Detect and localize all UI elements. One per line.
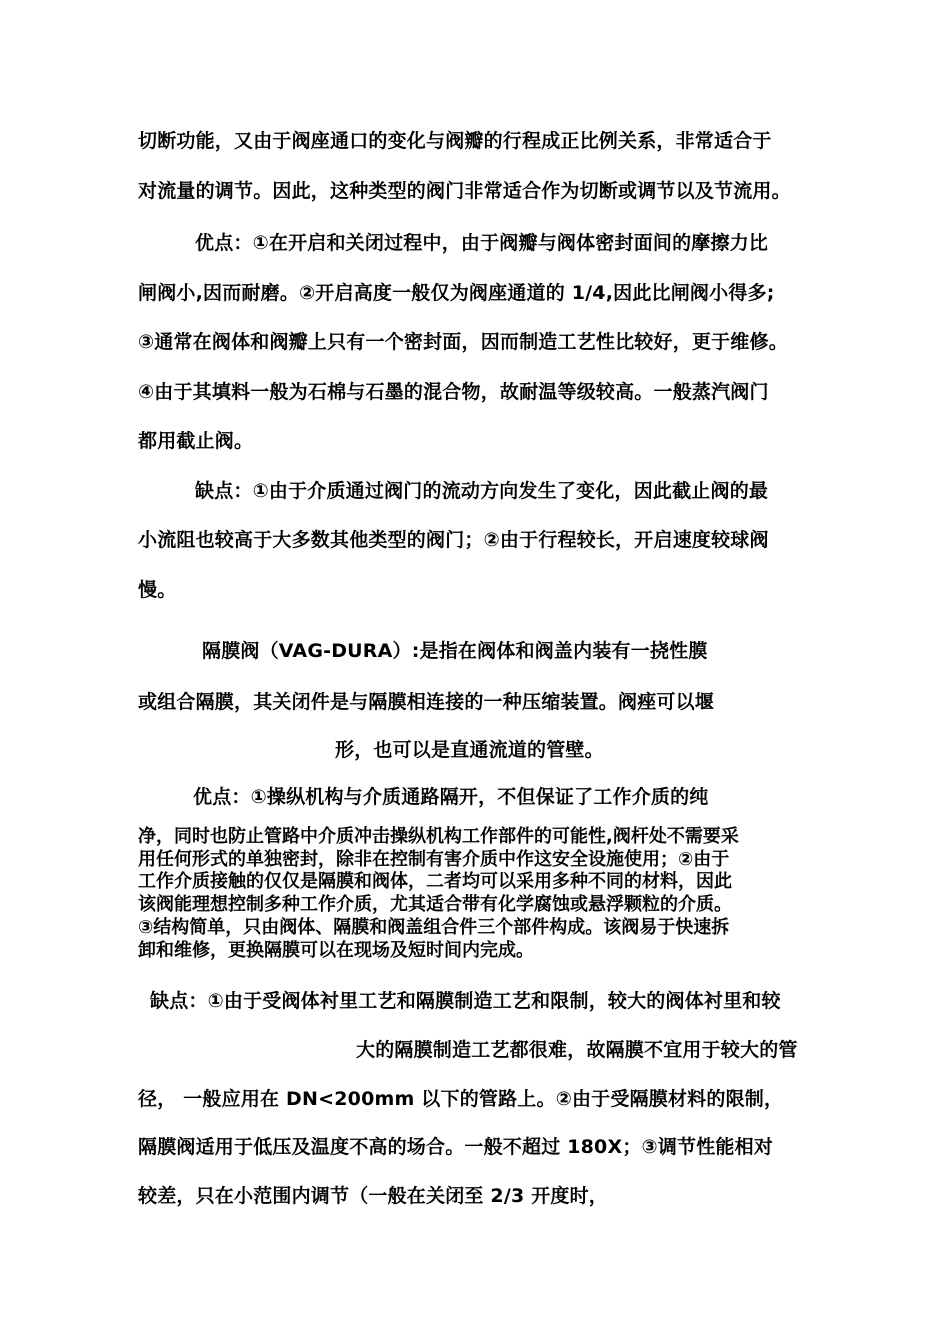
paragraph-line: 闸阀小,因而耐磨。②开启高度一般仅为阀座通道的 1/4,因此比闸阀小得多;	[138, 282, 775, 304]
paragraph-line: 用任何形式的单独密封，除非在控制有害介质中作这安全设施使用；②由于	[138, 848, 730, 870]
paragraph-line: 该阀能理想控制多种工作介质，尤其适合带有化学腐蚀或悬浮颗粒的介质。	[138, 894, 732, 916]
paragraph-line: ④由于其填料一般为石棉与石墨的混合物，故耐温等级较高。一般蒸汽阀门	[138, 381, 769, 403]
section-heading-line: 隔膜阀（VAG-DURA）:是指在阀体和阀盖内装有一挠性膜	[202, 640, 708, 662]
paragraph-line: 净，同时也防止管路中介质冲击操纵机构工作部件的可能性,阀杆处不需要采	[138, 826, 739, 847]
advantages-heading-line: 优点：①操纵机构与介质通路隔开，不但保证了工作介质的纯	[193, 786, 709, 808]
paragraph-line: 径， 一般应用在 DN<200mm 以下的管路上。②由于受隔膜材料的限制，	[138, 1088, 784, 1110]
paragraph-line: ③结构简单，只由阀体、隔膜和阀盖组合件三个部件构成。该阀易于快速拆	[138, 916, 730, 938]
paragraph-line: 都用截止阀。	[138, 430, 254, 452]
disadvantages-heading-line: 缺点：①由于介质通过阀门的流动方向发生了变化，因此截止阀的最	[195, 480, 769, 502]
paragraph-line: 卸和维修，更换隔膜可以在现场及短时间内完成。	[138, 939, 534, 961]
dense-paragraph	[138, 826, 823, 962]
paragraph-line: 大的隔膜制造工艺都很难，故隔膜不宜用于较大的管	[356, 1039, 798, 1061]
paragraph-line: 切断功能，又由于阀座通口的变化与阀瓣的行程成正比例关系，非常适合于	[138, 130, 772, 152]
paragraph-line: 较差，只在小范围内调节（一般在关闭至 2/3 开度时，	[138, 1185, 609, 1207]
paragraph-line: 小流阻也较高于大多数其他类型的阀门；②由于行程较长，开启速度较球阀	[138, 529, 769, 551]
paragraph-line: 形，也可以是直通流道的管壁。	[335, 739, 604, 761]
paragraph-line: 对流量的调节。因此，这种类型的阀门非常适合作为切断或调节以及节流用。	[138, 180, 791, 202]
paragraph-line: 隔膜阀适用于低压及温度不高的场合。一般不超过 180X；③调节性能相对	[138, 1136, 774, 1158]
paragraph-line: ③通常在阀体和阀瓣上只有一个密封面，因而制造工艺性比较好，更于维修。	[138, 331, 788, 353]
paragraph-line: 或组合隔膜，其关闭件是与隔膜相连接的一种压缩装置。阀痤可以堰	[138, 691, 715, 713]
disadvantages-heading-line: 缺点：①由于受阀体衬里工艺和隔膜制造工艺和限制，较大的阀体衬里和较	[150, 990, 781, 1012]
paragraph-line: 工作介质接触的仅仅是隔膜和阀体，二者均可以采用多种不同的材料，因此	[138, 871, 732, 893]
advantages-heading-line: 优点：①在开启和关闭过程中，由于阀瓣与阀体密封面间的摩擦力比	[195, 232, 769, 254]
paragraph-line: 慢。	[138, 579, 177, 601]
